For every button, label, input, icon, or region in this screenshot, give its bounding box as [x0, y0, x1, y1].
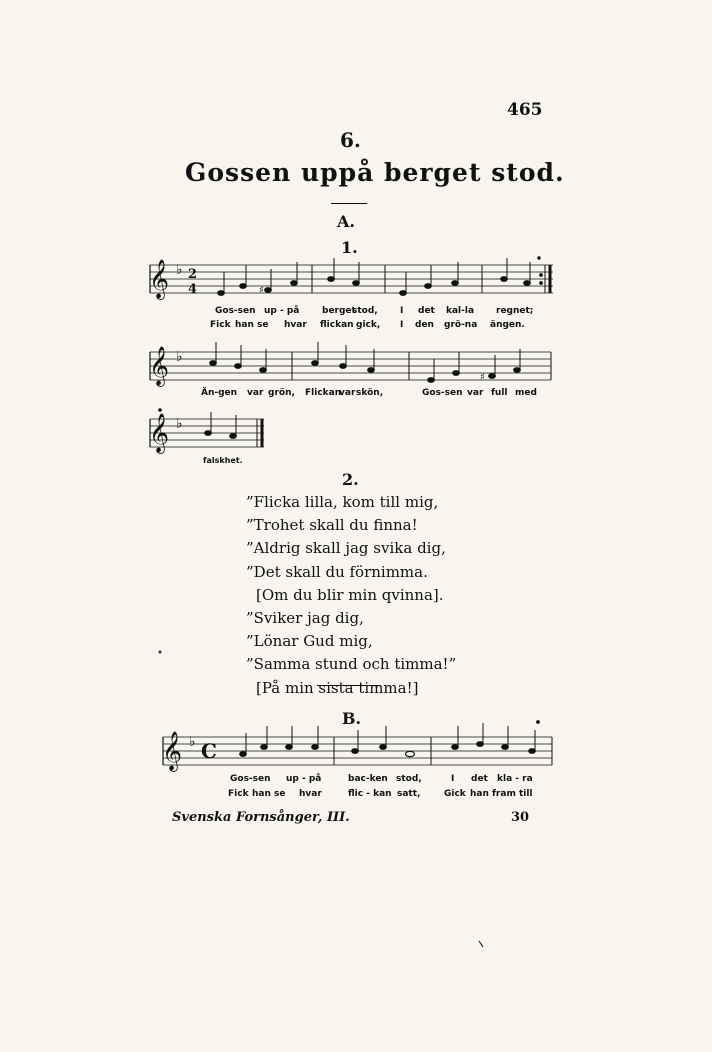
- lyric-word: falskhet.: [203, 456, 243, 465]
- stanza-line: ”Det skall du förnimma.: [246, 562, 428, 581]
- stanza-2: [246, 491, 456, 700]
- svg-text:C: C: [201, 739, 217, 763]
- lyric-word: han se: [252, 789, 286, 799]
- treble-clef-icon: [149, 346, 169, 387]
- song-title: Gossen uppå berget stod.: [185, 158, 565, 187]
- stanza-line: ”Samma stund och timma!”: [246, 655, 457, 674]
- lyric-word: up - på: [264, 306, 300, 316]
- svg-text:♯: ♯: [480, 372, 485, 383]
- staff-b: [162, 721, 552, 772]
- lyric-word: Gos-sen: [422, 388, 463, 398]
- lyric-word: grö-na: [444, 320, 478, 330]
- verse-1-label: 1.: [341, 238, 358, 257]
- section-a-label: A.: [337, 212, 355, 231]
- lyric-word: skön,: [356, 388, 384, 398]
- source-citation: Svenska Fornsånger, III.: [172, 810, 350, 825]
- lyric-word: Gos-sen: [230, 774, 271, 784]
- treble-clef-icon: [149, 413, 169, 454]
- svg-text:♭: ♭: [189, 734, 196, 750]
- lyric-word: satt,: [397, 789, 421, 799]
- staff-a1: [149, 257, 553, 300]
- lyric-word: var: [247, 388, 264, 398]
- lyric-word: gick,: [356, 320, 381, 330]
- lyric-word: regnet;: [496, 306, 534, 316]
- lyric-word: berget: [322, 306, 356, 316]
- lyric-word: I: [400, 306, 404, 316]
- svg-text:♯: ♯: [259, 285, 264, 296]
- stanza-line: ”Aldrig skall jag svika dig,: [246, 539, 446, 558]
- lyric-word: flickan: [320, 320, 354, 330]
- section-divider: [317, 685, 381, 686]
- lyric-word: flic - kan: [348, 789, 392, 799]
- svg-text:♭: ♭: [176, 262, 183, 278]
- lyric-word: hvar: [284, 320, 307, 330]
- stanza-line: ”Trohet skall du finna!: [246, 516, 418, 535]
- stanza-line: ”Sviker jag dig,: [246, 609, 364, 628]
- lyric-word: han se: [235, 320, 269, 330]
- treble-clef-icon: [162, 731, 182, 772]
- lyric-word: han fram till: [470, 789, 533, 799]
- lyric-word: up - på: [286, 774, 322, 784]
- svg-text:𝄞: 𝄞: [149, 346, 170, 386]
- stanza-line: [Om du blir min qvinna].: [256, 585, 444, 604]
- staff-a3: [149, 409, 264, 454]
- lyric-word: kal-la: [446, 306, 475, 316]
- lyric-word: Flickan: [305, 388, 342, 398]
- stanza-line: ”Lönar Gud mig,: [246, 632, 373, 651]
- svg-text:𝄞: 𝄞: [149, 413, 170, 453]
- svg-text:♭: ♭: [176, 349, 183, 365]
- lyric-word: Gick: [444, 789, 466, 799]
- svg-text:𝄞: 𝄞: [149, 259, 170, 299]
- lyric-word: stod,: [352, 306, 378, 316]
- lyric-word: ängen.: [490, 320, 525, 330]
- svg-text:𝄞: 𝄞: [162, 731, 183, 771]
- verse-2-label: 2.: [342, 470, 359, 489]
- page-number: 465: [507, 100, 543, 120]
- lyric-word: full: [491, 388, 508, 398]
- stanza-line: [På min sista timma!]: [256, 678, 419, 697]
- lyric-word: det: [418, 306, 435, 316]
- svg-text:4: 4: [188, 282, 198, 297]
- svg-text:2: 2: [188, 267, 198, 282]
- lyric-word: I: [400, 320, 404, 330]
- lyric-word: med: [515, 388, 537, 398]
- lyric-word: var: [339, 388, 356, 398]
- lyric-word: Fick: [228, 789, 249, 799]
- lyric-word: kla - ra: [497, 774, 533, 784]
- lyric-word: stod,: [396, 774, 422, 784]
- sheet-signature: 30: [511, 810, 530, 825]
- lyric-word: Fick: [210, 320, 231, 330]
- section-b-label: B.: [342, 709, 362, 728]
- staff-a2: [149, 342, 551, 387]
- lyric-word: I: [451, 774, 455, 784]
- lyric-word: var: [467, 388, 484, 398]
- lyric-word: det: [471, 774, 488, 784]
- stanza-line: ”Flicka lilla, kom till mig,: [246, 493, 439, 511]
- svg-text:♭: ♭: [176, 416, 183, 432]
- treble-clef-icon: [149, 259, 169, 300]
- lyric-word: den: [415, 320, 434, 330]
- lyric-word: Gos-sen: [215, 306, 256, 316]
- song-number: 6.: [340, 128, 361, 152]
- lyric-word: Än-gen: [201, 388, 238, 398]
- lyric-word: hvar: [299, 789, 322, 799]
- lyric-word: bac-ken: [348, 774, 388, 784]
- lyric-word: grön,: [268, 388, 295, 398]
